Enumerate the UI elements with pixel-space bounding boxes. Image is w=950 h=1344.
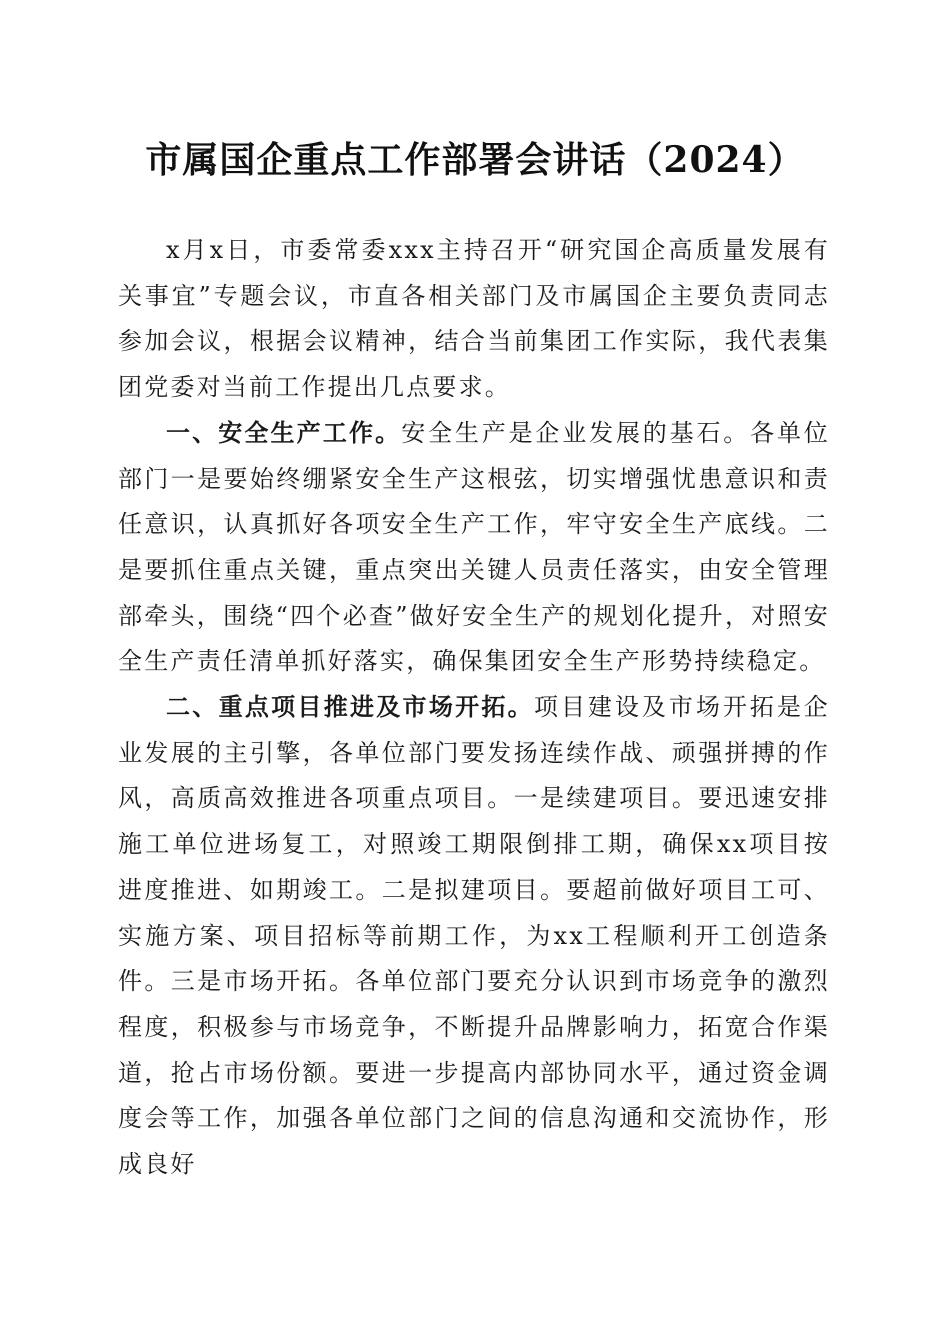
- paragraph-intro: [118, 228, 830, 411]
- section-heading-safety: 一、安全生产工作。: [166, 418, 402, 447]
- document-body: [118, 228, 830, 1188]
- paragraph-intro-text: x月x日，市委常委xxx主持召开“研究国企高质量发展有关事宜”专题会议，市直各相关部门及市属国企主要负责同志参加会议，根据会议精神，结合当前集团工作实际，我代表集团党委对当前工作提出几点要求。: [118, 236, 830, 402]
- paragraph-projects-text: 项目建设及市场开拓是企业发展的主引擎，各单位部门要发扬连续作战、顽强拼搏的作风，高质高效推进各项重点项目。一是续建项目。要迅速安排施工单位进场复工，对照竣工期限倒排工期，确保xx项目按进度推进、如期竣工。二是拟建项目。要超前做好项目工可、实施方案、项目招标等前期工作，为xx工程顺利开工创造条件。三是市场开拓。各单位部门要充分认识到市场竞争的激烈程度，积极参与市场竞争，不断提升品牌影响力，拓宽合作渠道，抢占市场份额。要进一步提高内部协同水平，通过资金调度会等工作，加强各单位部门之间的信息沟通和交流协作，形成良好: [118, 693, 830, 1179]
- section-heading-projects: 二、重点项目推进及市场开拓。: [166, 693, 534, 722]
- paragraph-projects: [118, 685, 830, 1188]
- paragraph-safety: [118, 411, 830, 685]
- paragraph-safety-text: 安全生产是企业发展的基石。各单位部门一是要始终绷紧安全生产这根弦，切实增强忧患意识和责任意识，认真抓好各项安全生产工作，牢守安全生产底线。二是要抓住重点关键，重点突出关键人员责任落实，由安全管理部牵头，围绕“四个必查”做好安全生产的规划化提升，对照安全生产责任清单抓好落实，确保集团安全生产形势持续稳定。: [118, 418, 831, 676]
- document-title: 市属国企重点工作部署会讲话（2024）: [145, 139, 805, 181]
